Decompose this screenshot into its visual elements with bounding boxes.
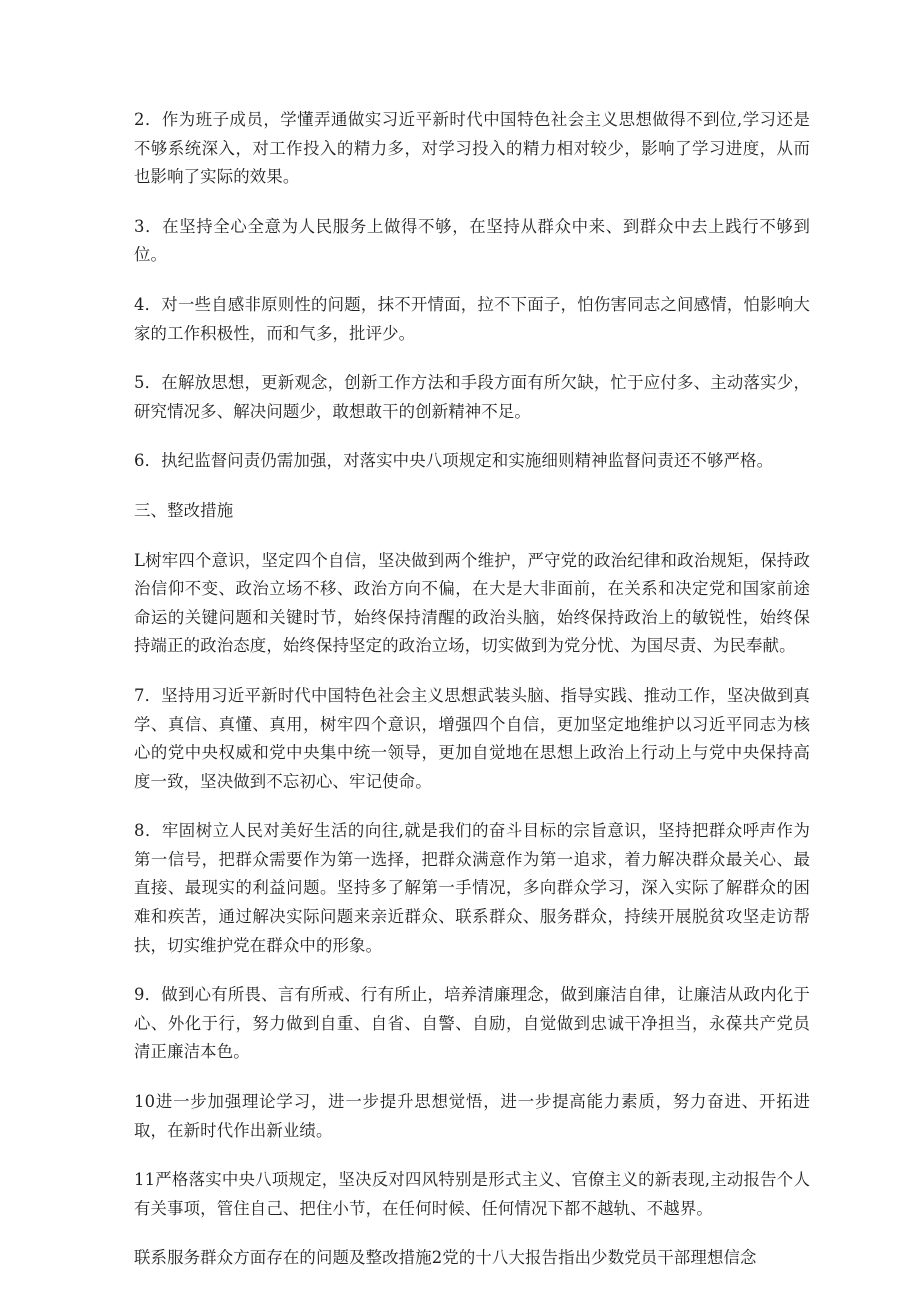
paragraph-measure-1: L树牢四个意识，坚定四个自信，坚决做到两个维护，严守党的政治纪律和政治规矩，保持政治信仰不变、政治立场不移、政治方向不偏，在大是大非面前，在关系和决定党和国家前途命运的关键问题和关键时节，始终保持清醒的政治头脑，始终保持政治上的敏锐性，始终保持端正的政治态度，始终保持坚定的政治立场，切实做到为党分忧、为国尽责、为民奉献。: [134, 550, 810, 656]
paragraph-item-6: 6．执纪监督问责仍需加强，对落实中央八项规定和实施细则精神监督问责还不够严格。: [134, 451, 774, 471]
section-heading-rectification: 三、整改措施: [134, 500, 234, 520]
paragraph-item-4: 4．对一些自感非原则性的问题，抹不开情面，拉不下面子，怕伤害同志之间感情，怕影响大家的工作积极性，而和气多，批评少。: [134, 294, 810, 343]
paragraph-measure-10: 10进一步加强理论学习，进一步提升思想觉悟，进一步提高能力素质，努力奋进、开拓进取，在新时代作出新业绩。: [134, 1092, 810, 1140]
paragraph-measure-11: 11严格落实中央八项规定，坚决反对四风特别是形式主义、官僚主义的新表现,主动报告个人有关事项，管住自己、把住小节，在任何时候、任何情况下都不越轨、不越界。: [134, 1170, 810, 1218]
paragraph-measure-9: 9．做到心有所畏、言有所戒、行有所止，培养清廉理念，做到廉洁自律，让廉洁从政内化于心、外化于行，努力做到自重、自省、自警、自励，自觉做到忠诚干净担当，永葆共产党员清正廉洁本色。: [134, 985, 810, 1062]
paragraph-measure-8: 8．牢固树立人民对美好生活的向往,就是我们的奋斗目标的宗旨意识，坚持把群众呼声作为第一信号，把群众需要作为第一选择，把群众满意作为第一追求，着力解决群众最关心、最直接、最现实的利益问题。坚持多了解第一手情况，多向群众学习，深入实际了解群众的困难和疾苦，通过解决实际问题来亲近群众、联系群众、服务群众，持续开展脱贫攻坚走访帮扶，切实维护党在群众中的形象。: [134, 821, 810, 955]
paragraph-item-5: 5．在解放思想，更新观念，创新工作方法和手段方面有所欠缺，忙于应付多、主动落实少，研究情况多、解决问题少，敢想敢干的创新精神不足。: [134, 373, 810, 421]
paragraph-next-section-intro: 联系服务群众方面存在的问题及整改措施2党的十八大报告指出少数党员干部理想信念: [134, 1248, 757, 1268]
paragraph-measure-7: 7．坚持用习近平新时代中国特色社会主义思想武装头脑、指导实践、推动工作，坚决做到真学、真信、真懂、真用，树牢四个意识，增强四个自信，更加坚定地维护以习近平同志为核心的党中央权威和党中央集中统一领导，更加自觉地在思想上政治上行动上与党中央保持高度一致，坚决做到不忘初心、牢记使命。: [134, 685, 810, 791]
paragraph-item-2: 2．作为班子成员，学懂弄通做实习近平新时代中国特色社会主义思想做得不到位,学习还是不够系统深入，对工作投入的精力多，对学习投入的精力相对较少，影响了学习进度，从而也影响了实际的效果。: [134, 110, 810, 187]
paragraph-item-3: 3．在坚持全心全意为人民服务上做得不够，在坚持从群众中来、到群众中去上践行不够到位。: [134, 216, 810, 265]
